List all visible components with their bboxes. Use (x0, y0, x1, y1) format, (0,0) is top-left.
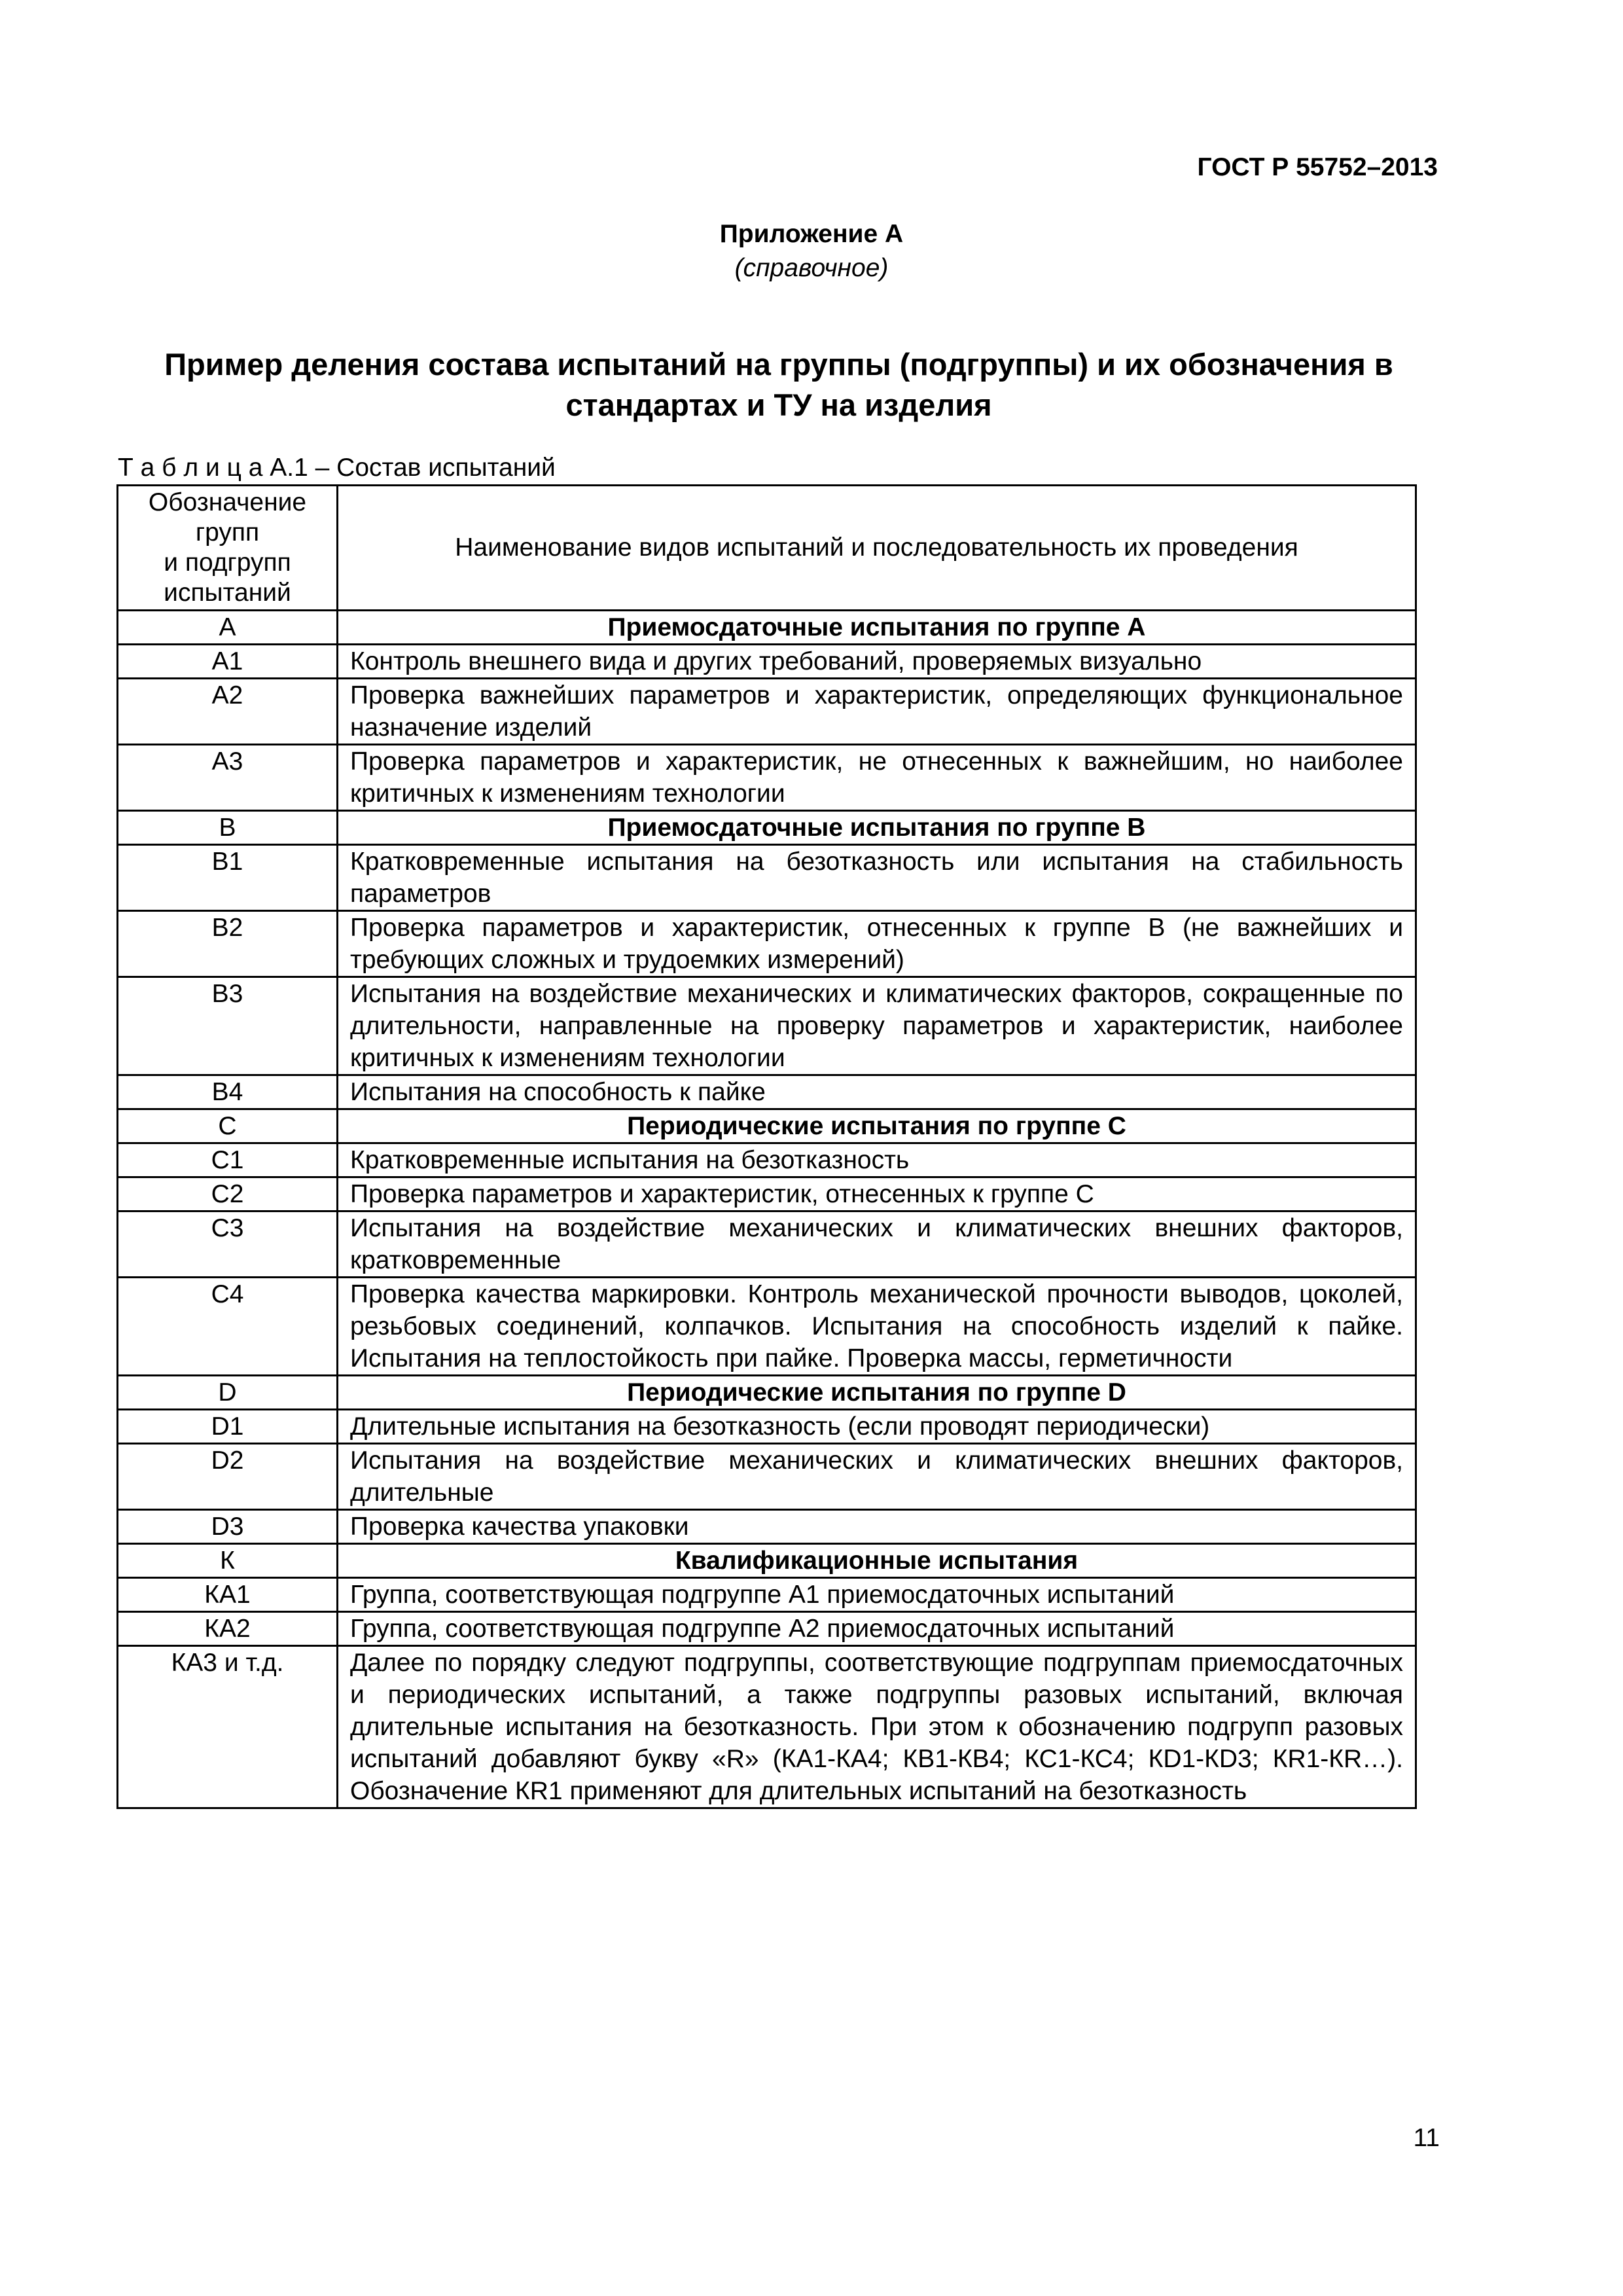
table-row (118, 1211, 1416, 1278)
table-row (118, 1646, 1416, 1808)
table-row (118, 1278, 1416, 1376)
table-row (118, 645, 1416, 679)
test-code-cell: С (118, 1109, 338, 1143)
test-code-cell: С4 (118, 1278, 338, 1376)
page-title (118, 344, 1440, 425)
test-code-cell: С2 (118, 1177, 338, 1211)
test-description-cell: Испытания на воздействие механических и климатических внешних факторов, кратковременные (338, 1211, 1416, 1278)
table-row (118, 1612, 1416, 1646)
test-code-cell: В2 (118, 911, 338, 977)
document-code: ГОСТ Р 55752–2013 (1197, 153, 1438, 181)
table-group-row (118, 1544, 1416, 1578)
tests-table (116, 484, 1417, 1809)
test-description-cell: Проверка параметров и характеристик, отнесенных к группе В (не важнейших и требующих сложных и трудоемких измерений) (338, 911, 1416, 977)
test-description-cell: Группа, соответствующая подгруппе А1 приемосдаточных испытаний (338, 1578, 1416, 1612)
table-row (118, 745, 1416, 811)
test-description-cell: Проверка качества маркировки. Контроль механической прочности выводов, цоколей, резьбовых соединений, колпачков. Испытания на способность изделий к пайке. Испытания на теплостойкость при пайке. Проверка массы, герметичности (338, 1278, 1416, 1376)
test-code-cell: В1 (118, 845, 338, 911)
page-number: 11 (1413, 2124, 1440, 2152)
header-code-line: групп (195, 518, 260, 547)
test-code-cell: D (118, 1376, 338, 1410)
test-group-title-cell: Периодические испытания по группе D (338, 1376, 1416, 1410)
test-code-cell: D3 (118, 1510, 338, 1544)
table-caption: Т а б л и ц а А.1 – Состав испытаний (118, 454, 556, 482)
test-code-cell: К (118, 1544, 338, 1578)
test-code-cell: А2 (118, 679, 338, 745)
test-description-cell: Кратковременные испытания на безотказность или испытания на стабильность параметров (338, 845, 1416, 911)
test-description-cell: Испытания на способность к пайке (338, 1075, 1416, 1109)
header-code-cell (118, 486, 338, 611)
test-code-cell: D2 (118, 1444, 338, 1510)
table-row (118, 1143, 1416, 1177)
table-header-row (118, 486, 1416, 611)
table-row (118, 977, 1416, 1075)
test-code-cell: КА3 и т.д. (118, 1646, 338, 1808)
table-body (118, 611, 1416, 1808)
appendix-subtitle: (справочное) (734, 254, 889, 282)
test-description-cell: Длительные испытания на безотказность (если проводят периодически) (338, 1410, 1416, 1444)
test-code-cell: С1 (118, 1143, 338, 1177)
table-group-row (118, 611, 1416, 645)
table-row (118, 679, 1416, 745)
test-description-cell: Проверка параметров и характеристик, отнесенных к группе С (338, 1177, 1416, 1211)
test-group-title-cell: Периодические испытания по группе С (338, 1109, 1416, 1143)
table-row (118, 1177, 1416, 1211)
table-row (118, 845, 1416, 911)
table-row (118, 1075, 1416, 1109)
page-title-line-1: Пример деления состава испытаний на группы (подгруппы) и их обозначения в (164, 347, 1393, 382)
test-code-cell: В (118, 811, 338, 845)
test-code-cell: В4 (118, 1075, 338, 1109)
table-row (118, 1444, 1416, 1510)
test-description-cell: Проверка качества упаковки (338, 1510, 1416, 1544)
test-group-title-cell: Приемосдаточные испытания по группе В (338, 811, 1416, 845)
table-row (118, 911, 1416, 977)
test-description-cell: Проверка параметров и характеристик, не отнесенных к важнейшим, но наиболее критичных к изменениям технологии (338, 745, 1416, 811)
table-row (118, 1410, 1416, 1444)
appendix-title: Приложение А (719, 220, 904, 248)
table-row (118, 1578, 1416, 1612)
test-code-cell: А (118, 611, 338, 645)
test-code-cell: КА2 (118, 1612, 338, 1646)
test-code-cell: А1 (118, 645, 338, 679)
appendix-header (0, 217, 1623, 285)
test-code-cell: А3 (118, 745, 338, 811)
table-row (118, 1510, 1416, 1544)
test-description-cell: Группа, соответствующая подгруппе А2 приемосдаточных испытаний (338, 1612, 1416, 1646)
table-group-row (118, 1376, 1416, 1410)
test-code-cell: D1 (118, 1410, 338, 1444)
test-description-cell: Далее по порядку следуют подгруппы, соответствующие подгруппам приемосдаточных и периодических испытаний, а также подгруппы разовых испытаний, включая длительные испытания на безотказность. При этом к обозначению подгрупп разовых испытаний добавляют букву «R» (КА1-КА4; КВ1-КВ4; КС1-КС4; КD1-КD3; КR1-КR…). Обозначение КR1 применяют для длительных испытаний на безотказность (338, 1646, 1416, 1808)
header-code-line: Обозначение (148, 488, 307, 516)
header-code-line: испытаний (164, 579, 291, 607)
table-group-row (118, 1109, 1416, 1143)
test-description-cell: Испытания на воздействие механических и климатических факторов, сокращенные по длительности, направленные на проверку параметров и характеристик, наиболее критичных к изменениям технологии (338, 977, 1416, 1075)
test-code-cell: КА1 (118, 1578, 338, 1612)
test-description-cell: Контроль внешнего вида и других требований, проверяемых визуально (338, 645, 1416, 679)
test-description-cell: Кратковременные испытания на безотказность (338, 1143, 1416, 1177)
test-group-title-cell: Квалификационные испытания (338, 1544, 1416, 1578)
page-title-line-2: стандартах и ТУ на изделия (565, 387, 992, 422)
test-description-cell: Проверка важнейших параметров и характеристик, определяющих функциональное назначение изделий (338, 679, 1416, 745)
test-code-cell: С3 (118, 1211, 338, 1278)
header-desc-cell: Наименование видов испытаний и последовательность их проведения (338, 486, 1416, 611)
table-group-row (118, 811, 1416, 845)
test-code-cell: В3 (118, 977, 338, 1075)
test-description-cell: Испытания на воздействие механических и климатических внешних факторов, длительные (338, 1444, 1416, 1510)
test-group-title-cell: Приемосдаточные испытания по группе А (338, 611, 1416, 645)
header-code-line: и подгрупп (164, 548, 291, 577)
